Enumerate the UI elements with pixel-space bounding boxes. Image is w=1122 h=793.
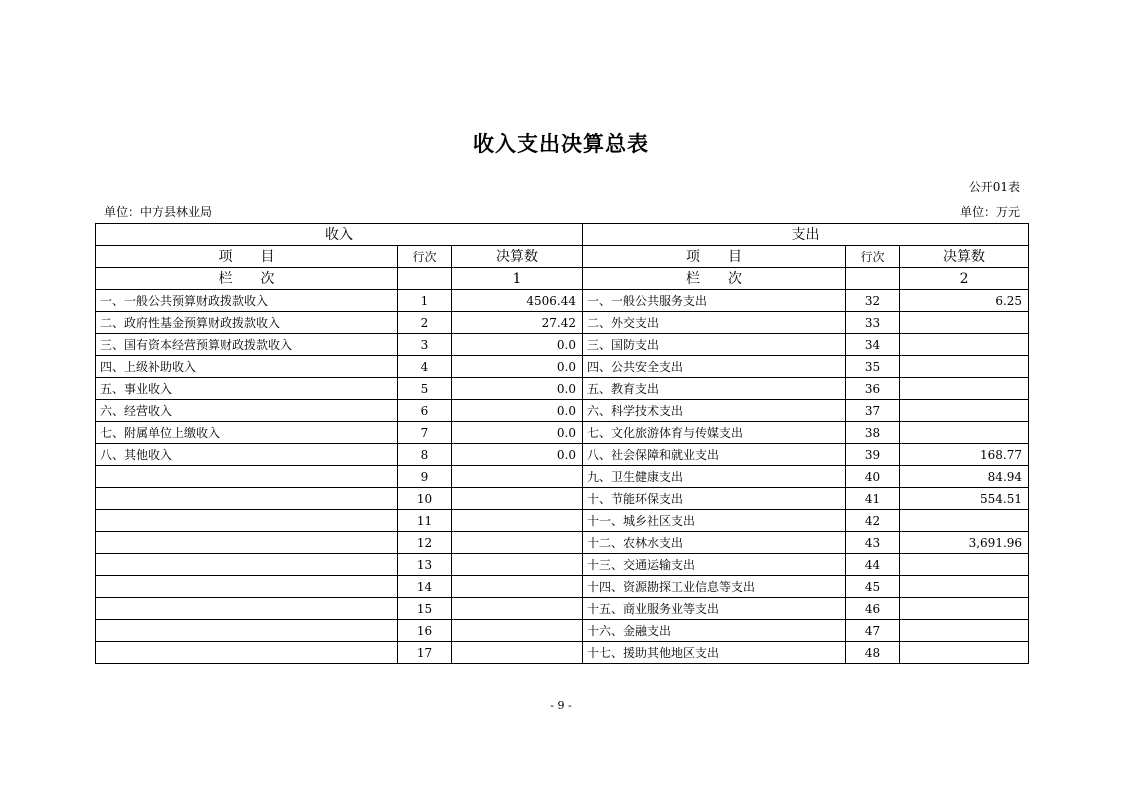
- income-row-number: 9: [398, 466, 452, 488]
- expense-amount: 84.94: [900, 466, 1029, 488]
- income-item: 二、政府性基金预算财政拨款收入: [96, 312, 398, 334]
- table-row: [96, 334, 1029, 356]
- income-item: [96, 598, 398, 620]
- expense-row-number: 38: [846, 422, 900, 444]
- income-item: [96, 642, 398, 664]
- expense-item: 十六、金融支出: [583, 620, 846, 642]
- expense-row-number: 39: [846, 444, 900, 466]
- table-row: [96, 422, 1029, 444]
- expense-item: 六、科学技术支出: [583, 400, 846, 422]
- income-row-number: 1: [398, 290, 452, 312]
- income-amount: 4506.44: [452, 290, 583, 312]
- income-amount: [452, 642, 583, 664]
- table-row: [96, 444, 1029, 466]
- income-amount: [452, 620, 583, 642]
- table-row: [96, 576, 1029, 598]
- header-row-column-numbers: [96, 268, 1029, 290]
- expense-row-number: 32: [846, 290, 900, 312]
- table-row: [96, 510, 1029, 532]
- income-row-number: 8: [398, 444, 452, 466]
- income-amount: [452, 510, 583, 532]
- expense-row-number: 45: [846, 576, 900, 598]
- expense-row-number: 40: [846, 466, 900, 488]
- income-amount: [452, 466, 583, 488]
- income-amount: 0.0: [452, 444, 583, 466]
- expense-amount: [900, 356, 1029, 378]
- expense-column-number: 2: [900, 268, 1029, 290]
- expense-row-number: 35: [846, 356, 900, 378]
- expense-item: 三、国防支出: [583, 334, 846, 356]
- expense-row-number: 33: [846, 312, 900, 334]
- expense-amount: [900, 642, 1029, 664]
- header-row-sections: [96, 224, 1029, 246]
- income-amount: 0.0: [452, 378, 583, 400]
- income-item: 四、上级补助收入: [96, 356, 398, 378]
- expense-item: 十七、援助其他地区支出: [583, 642, 846, 664]
- expense-item: 十三、交通运输支出: [583, 554, 846, 576]
- table-row: [96, 488, 1029, 510]
- table-row: [96, 466, 1029, 488]
- table-row: [96, 290, 1029, 312]
- expense-item: 四、公共安全支出: [583, 356, 846, 378]
- table-row: [96, 312, 1029, 334]
- expense-row-number: 44: [846, 554, 900, 576]
- expense-amount: [900, 554, 1029, 576]
- table-body: [96, 290, 1029, 664]
- expense-item: 七、文化旅游体育与传媒支出: [583, 422, 846, 444]
- expense-item: 九、卫生健康支出: [583, 466, 846, 488]
- expense-row-number: 42: [846, 510, 900, 532]
- income-row-number: 12: [398, 532, 452, 554]
- expense-item: 八、社会保障和就业支出: [583, 444, 846, 466]
- table-row: [96, 400, 1029, 422]
- expense-item: 一、一般公共服务支出: [583, 290, 846, 312]
- reporting-unit: 单位：中方县林业局: [104, 205, 213, 219]
- income-item: [96, 510, 398, 532]
- income-item: [96, 620, 398, 642]
- income-item-header: 项 目: [96, 246, 398, 268]
- income-row-number: 15: [398, 598, 452, 620]
- expense-item: 五、教育支出: [583, 378, 846, 400]
- table-row: [96, 554, 1029, 576]
- expense-amount: [900, 334, 1029, 356]
- expense-amount-header: 决算数: [900, 246, 1029, 268]
- currency-unit: 单位：万元: [959, 205, 1020, 219]
- expense-amount: 6.25: [900, 290, 1029, 312]
- income-item: 六、经营收入: [96, 400, 398, 422]
- income-column-label: 栏 次: [96, 268, 398, 290]
- expense-row-no-header: 行次: [846, 246, 900, 268]
- expense-item: 二、外交支出: [583, 312, 846, 334]
- table-row: [96, 378, 1029, 400]
- income-row-number: 13: [398, 554, 452, 576]
- income-expense-table: [95, 223, 1029, 664]
- table-row: [96, 620, 1029, 642]
- expense-item-header: 项 目: [583, 246, 846, 268]
- page-title: 收入支出决算总表: [473, 131, 649, 156]
- income-item: 五、事业收入: [96, 378, 398, 400]
- income-item: 七、附属单位上缴收入: [96, 422, 398, 444]
- expense-column-label-blank: [846, 268, 900, 290]
- income-item: [96, 466, 398, 488]
- expense-row-number: 47: [846, 620, 900, 642]
- page-number: - 9 -: [550, 699, 572, 712]
- income-row-number: 4: [398, 356, 452, 378]
- expense-amount: 168.77: [900, 444, 1029, 466]
- expense-row-number: 36: [846, 378, 900, 400]
- expense-row-number: 34: [846, 334, 900, 356]
- income-column-label-blank: [398, 268, 452, 290]
- income-amount: [452, 532, 583, 554]
- table-row: [96, 532, 1029, 554]
- expense-amount: [900, 620, 1029, 642]
- income-item: [96, 532, 398, 554]
- income-amount: [452, 576, 583, 598]
- income-section-header: 收入: [96, 224, 583, 246]
- income-row-number: 7: [398, 422, 452, 444]
- income-row-number: 14: [398, 576, 452, 598]
- table-row: [96, 642, 1029, 664]
- expense-amount: [900, 312, 1029, 334]
- expense-amount: [900, 422, 1029, 444]
- expense-row-number: 43: [846, 532, 900, 554]
- expense-column-label: 栏 次: [583, 268, 846, 290]
- income-row-number: 11: [398, 510, 452, 532]
- expense-item: 十四、资源勘探工业信息等支出: [583, 576, 846, 598]
- income-item: [96, 488, 398, 510]
- header-row-columns: [96, 246, 1029, 268]
- expense-amount: [900, 400, 1029, 422]
- income-item: 八、其他收入: [96, 444, 398, 466]
- form-number: 公开01表: [968, 180, 1020, 194]
- expense-amount: [900, 510, 1029, 532]
- income-amount: 0.0: [452, 422, 583, 444]
- income-row-number: 10: [398, 488, 452, 510]
- expense-item: 十一、城乡社区支出: [583, 510, 846, 532]
- expense-section-header: 支出: [583, 224, 1029, 246]
- table-row: [96, 356, 1029, 378]
- income-amount: [452, 488, 583, 510]
- expense-row-number: 41: [846, 488, 900, 510]
- income-item: [96, 576, 398, 598]
- income-column-number: 1: [452, 268, 583, 290]
- income-row-number: 16: [398, 620, 452, 642]
- expense-amount: 3,691.96: [900, 532, 1029, 554]
- expense-amount: 554.51: [900, 488, 1029, 510]
- income-amount: 27.42: [452, 312, 583, 334]
- income-amount: 0.0: [452, 334, 583, 356]
- income-item: [96, 554, 398, 576]
- income-amount: [452, 554, 583, 576]
- income-item: 一、一般公共预算财政拨款收入: [96, 290, 398, 312]
- expense-amount: [900, 576, 1029, 598]
- income-row-number: 3: [398, 334, 452, 356]
- expense-item: 十二、农林水支出: [583, 532, 846, 554]
- expense-amount: [900, 598, 1029, 620]
- income-row-number: 17: [398, 642, 452, 664]
- income-amount: 0.0: [452, 400, 583, 422]
- income-amount: 0.0: [452, 356, 583, 378]
- expense-item: 十五、商业服务业等支出: [583, 598, 846, 620]
- expense-row-number: 37: [846, 400, 900, 422]
- expense-amount: [900, 378, 1029, 400]
- income-row-number: 2: [398, 312, 452, 334]
- income-amount: [452, 598, 583, 620]
- expense-item: 十、节能环保支出: [583, 488, 846, 510]
- table-row: [96, 598, 1029, 620]
- expense-row-number: 46: [846, 598, 900, 620]
- income-row-no-header: 行次: [398, 246, 452, 268]
- income-row-number: 5: [398, 378, 452, 400]
- income-row-number: 6: [398, 400, 452, 422]
- income-amount-header: 决算数: [452, 246, 583, 268]
- income-item: 三、国有资本经营预算财政拨款收入: [96, 334, 398, 356]
- expense-row-number: 48: [846, 642, 900, 664]
